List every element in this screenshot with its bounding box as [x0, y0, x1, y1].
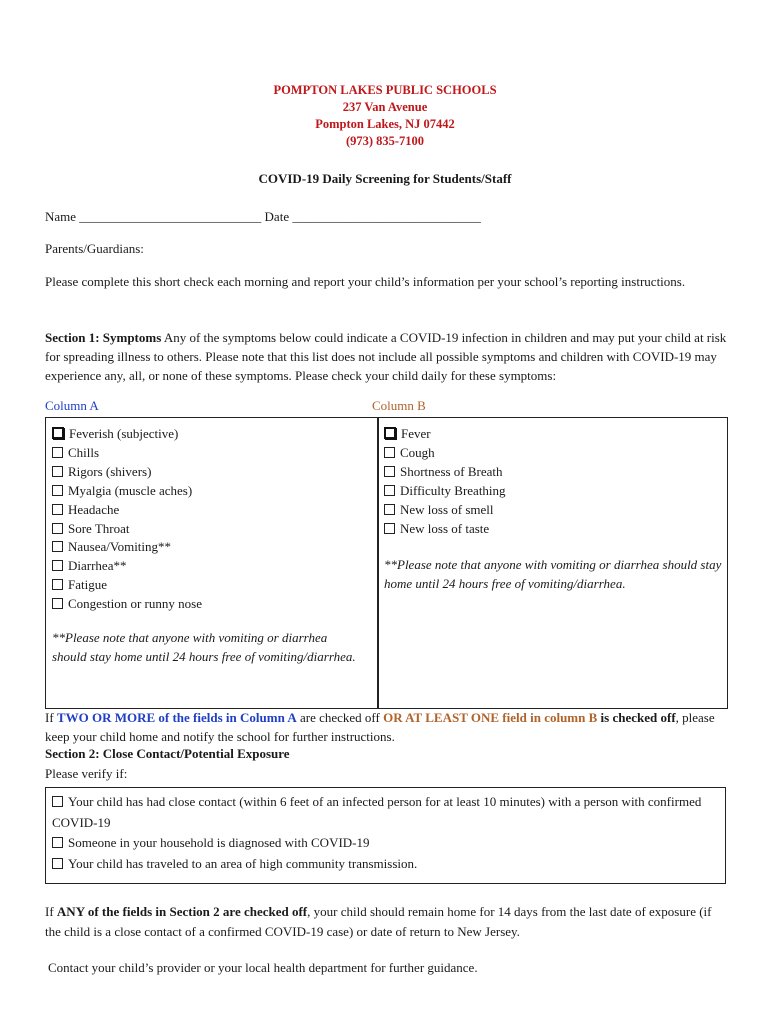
column-divider: [377, 417, 379, 709]
parents-label: Parents/Guardians:: [45, 241, 144, 256]
checkbox-icon[interactable]: [52, 837, 63, 848]
column-a-item[interactable]: Nausea/Vomiting**: [52, 538, 202, 557]
checkbox-icon[interactable]: [384, 427, 396, 439]
column-b-item[interactable]: New loss of smell: [384, 501, 506, 520]
name-date-row: [45, 209, 481, 225]
date-label: Date: [264, 209, 290, 224]
checkbox-icon[interactable]: [384, 504, 395, 515]
checkbox-icon[interactable]: [384, 466, 395, 477]
column-a-item[interactable]: Headache: [52, 501, 202, 520]
column-b-list: [384, 425, 506, 538]
checkbox-icon[interactable]: [384, 447, 395, 458]
checkbox-icon[interactable]: [52, 504, 63, 515]
column-a-list: [52, 425, 202, 614]
checkbox-icon[interactable]: [52, 579, 63, 590]
closing-text: Contact your child’s provider or your local health department for further guidance.: [48, 960, 478, 975]
checkbox-icon[interactable]: [52, 427, 64, 439]
name-label: Name: [45, 209, 77, 224]
checkbox-icon[interactable]: [384, 485, 395, 496]
column-a-item[interactable]: Congestion or runny nose: [52, 595, 202, 614]
column-a-note: **Please note that anyone with vomiting or diarrhea should stay home until 24 hours free of vomiting/diarrhea.: [52, 630, 356, 664]
column-a-item[interactable]: Chills: [52, 444, 202, 463]
name-field[interactable]: ____________________________: [79, 209, 262, 224]
school-phone: (973) 835-7100: [345, 134, 425, 148]
checkbox-icon[interactable]: [384, 523, 395, 534]
checkbox-icon[interactable]: [52, 485, 63, 496]
column-a-item[interactable]: Sore Throat: [52, 520, 202, 539]
section1-text: Any of the symptoms below could indicate a COVID-19 infection in children and may put your child at risk for spreading illness to others. Please note that this list does not include all possible symptoms and children with COVID-19 may experience any, all, or none of these symptoms. Please check your child daily for these symptoms:: [45, 330, 727, 383]
column-a-item[interactable]: Rigors (shivers): [52, 463, 202, 482]
instruction-column-check: If TWO OR MORE of the fields in Column A are checked off OR AT LEAST ONE field in column B is checked off, please keep your child home and notify the school for further instructions.: [45, 710, 715, 744]
checkbox-icon[interactable]: [52, 560, 63, 571]
column-a-label: Column A: [45, 398, 99, 413]
column-b-item[interactable]: New loss of taste: [384, 520, 506, 539]
column-b-item[interactable]: Difficulty Breathing: [384, 482, 506, 501]
section1-heading: Section 1: Symptoms: [45, 330, 162, 345]
exposure-item[interactable]: Your child has had close contact (within 6 feet of an infected person for at least 10 minutes) with a person with confirmed COVID-19: [52, 794, 702, 830]
column-a-item[interactable]: Feverish (subjective): [52, 425, 202, 444]
checkbox-icon[interactable]: [52, 541, 63, 552]
exposure-list: [52, 792, 717, 874]
checkbox-icon[interactable]: [52, 796, 63, 807]
exposure-item[interactable]: Someone in your household is diagnosed with COVID-19: [52, 833, 717, 854]
checkbox-icon[interactable]: [52, 523, 63, 534]
school-street: 237 Van Avenue: [342, 100, 428, 114]
section2-heading: Section 2: Close Contact/Potential Exposure: [45, 746, 290, 761]
school-name: POMPTON LAKES PUBLIC SCHOOLS: [273, 83, 497, 97]
column-a-item[interactable]: Myalgia (muscle aches): [52, 482, 202, 501]
date-field[interactable]: _____________________________: [292, 209, 481, 224]
column-b-item[interactable]: Shortness of Breath: [384, 463, 506, 482]
checkbox-icon[interactable]: [52, 598, 63, 609]
column-b-item[interactable]: Cough: [384, 444, 506, 463]
instruction-section2: If ANY of the fields in Section 2 are checked off, your child should remain home for 14 days from the last date of exposure (if the child is a close contact of a confirmed COVID-19 case) or date of return to New Jersey.: [45, 904, 712, 939]
checkbox-icon[interactable]: [52, 466, 63, 477]
column-a-item[interactable]: Fatigue: [52, 576, 202, 595]
section1-paragraph: [45, 328, 735, 385]
column-b-label: Column B: [372, 398, 426, 413]
exposure-item[interactable]: Your child has traveled to an area of high community transmission.: [52, 854, 717, 875]
checkbox-icon[interactable]: [52, 447, 63, 458]
form-title: COVID-19 Daily Screening for Students/Staff: [258, 171, 512, 186]
school-city: Pompton Lakes, NJ 07442: [315, 117, 455, 131]
column-a-item[interactable]: Diarrhea**: [52, 557, 202, 576]
school-header: [0, 82, 770, 150]
checkbox-icon[interactable]: [52, 858, 63, 869]
column-b-item[interactable]: Fever: [384, 425, 506, 444]
intro-text: Please complete this short check each morning and report your child’s information per your school’s reporting instructions.: [45, 274, 686, 289]
section2-verify: Please verify if:: [45, 766, 128, 781]
column-b-note: **Please note that anyone with vomiting or diarrhea should stay home until 24 hours free of vomiting/diarrhea.: [384, 557, 722, 591]
